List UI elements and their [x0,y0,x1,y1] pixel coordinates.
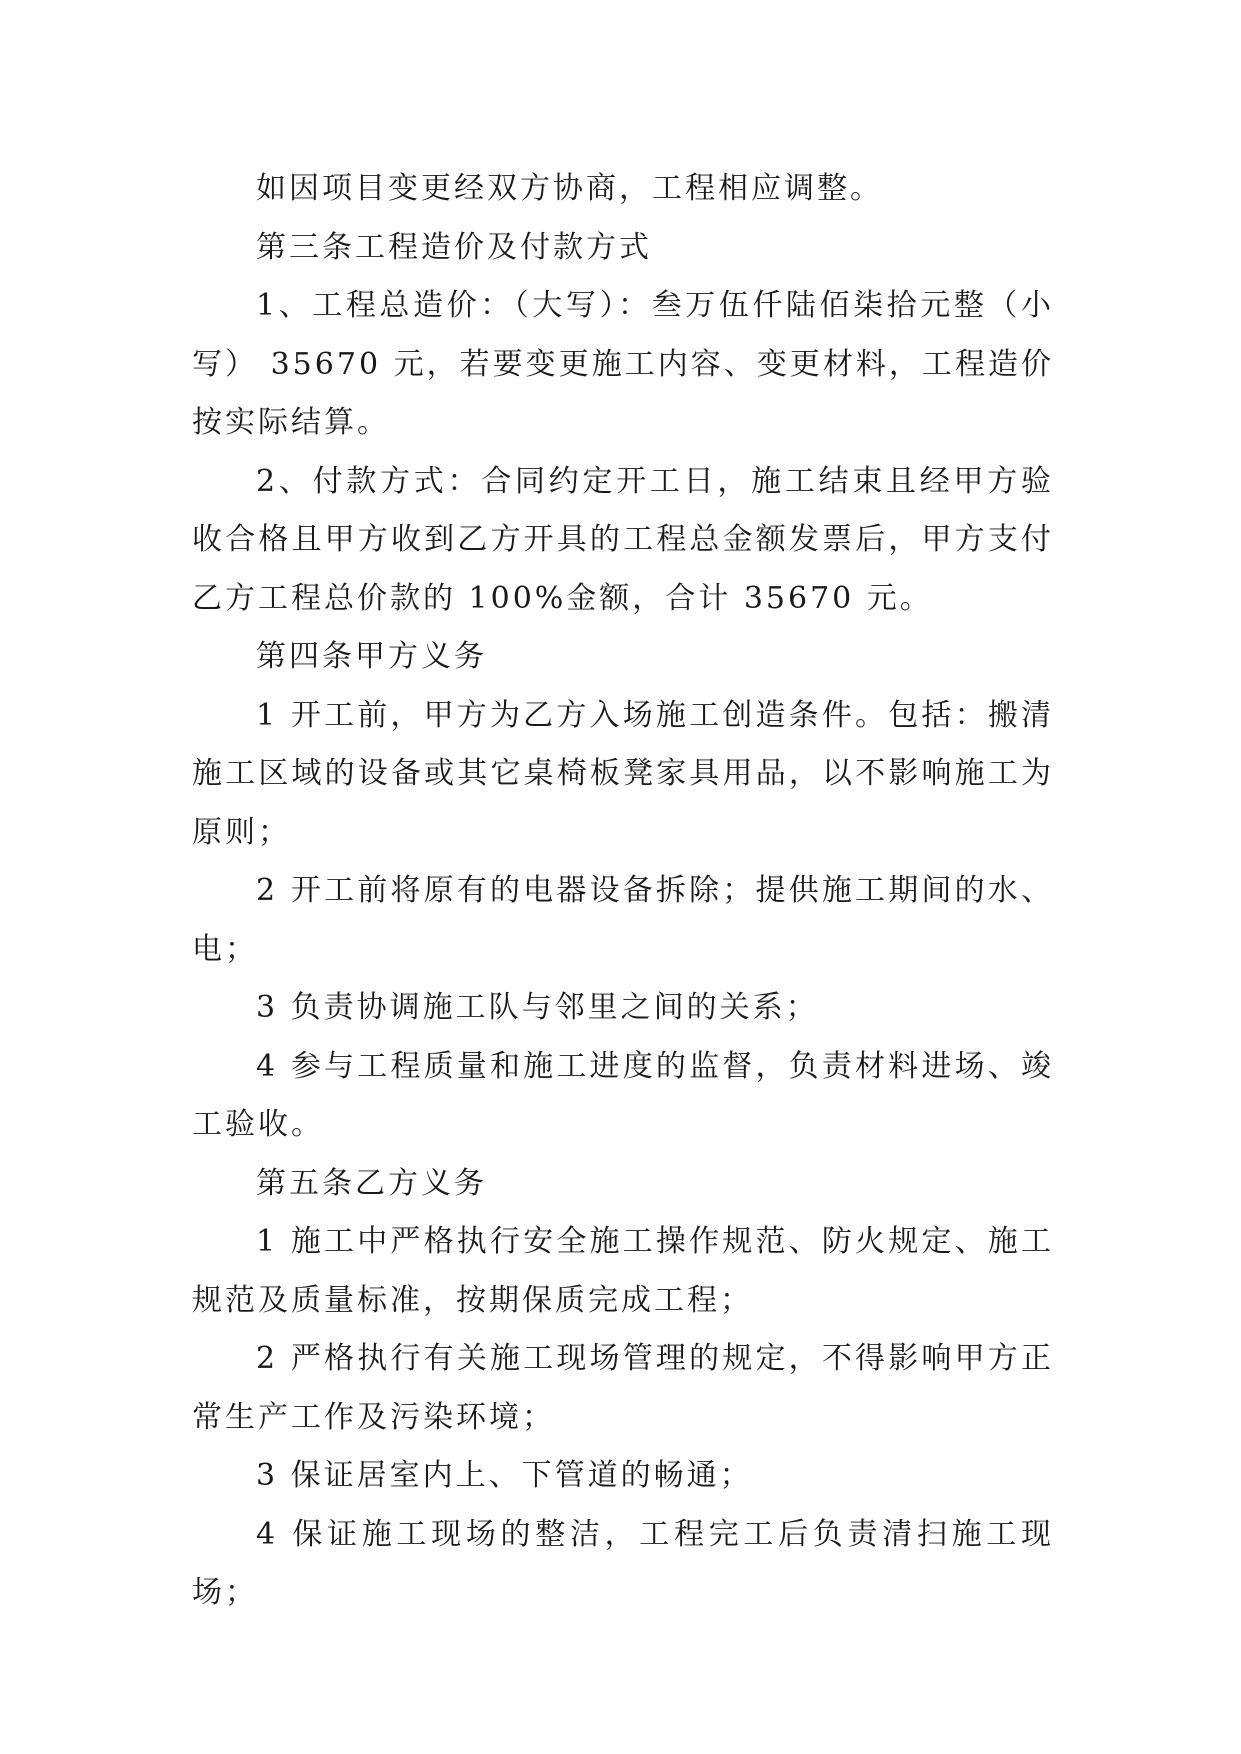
heading-article-4: 第四条甲方义务 [256,639,487,674]
paragraph-party-b-duty-3: 3 保证居室内上、下管道的畅通； [256,1458,753,1493]
paragraph-total-cost: 1、工程总造价：（大写）：叁万伍仟陆佰柒拾元整（小写） 35670 元，若要变更施工内容、变更材料，工程造价按实际结算。 [192,288,1054,440]
paragraph-payment-method: 2、付款方式：合同约定开工日，施工结束且经甲方验收合格且甲方收到乙方开具的工程总金额发票后，甲方支付乙方工程总价款的 100%金额，合计 35670 元。 [192,463,1054,616]
paragraph-party-b-duty-4: 4 保证施工现场的整洁，工程完工后负责清扫施工现场； [192,1516,1054,1610]
paragraph-party-a-duty-3: 3 负责协调施工队与邻里之间的关系； [256,990,819,1025]
heading-article-3: 第三条工程造价及付款方式 [256,229,652,265]
heading-article-5: 第五条乙方义务 [256,1165,487,1201]
paragraph-party-a-duty-2: 2 开工前将原有的电器设备拆除；提供施工期间的水、电； [192,873,1054,967]
paragraph-party-a-duty-4: 4 参与工程质量和施工进度的监督，负责材料进场、竣工验收。 [192,1048,1054,1142]
paragraph-party-b-duty-2: 2 严格执行有关施工现场管理的规定，不得影响甲方正常生产工作及污染环境； [192,1341,1054,1435]
paragraph-party-b-duty-1: 1 施工中严格执行安全施工操作规范、防火规定、施工规范及质量标准，按期保质完成工程； [192,1224,1054,1318]
document-body [192,160,1054,1623]
paragraph-party-a-duty-1: 1 开工前，甲方为乙方入场施工创造条件。包括：搬清施工区域的设备或其它桌椅板凳家具用品，以不影响施工为原则； [192,697,1054,850]
paragraph-project-change: 如因项目变更经双方协商，工程相应调整。 [256,171,883,206]
